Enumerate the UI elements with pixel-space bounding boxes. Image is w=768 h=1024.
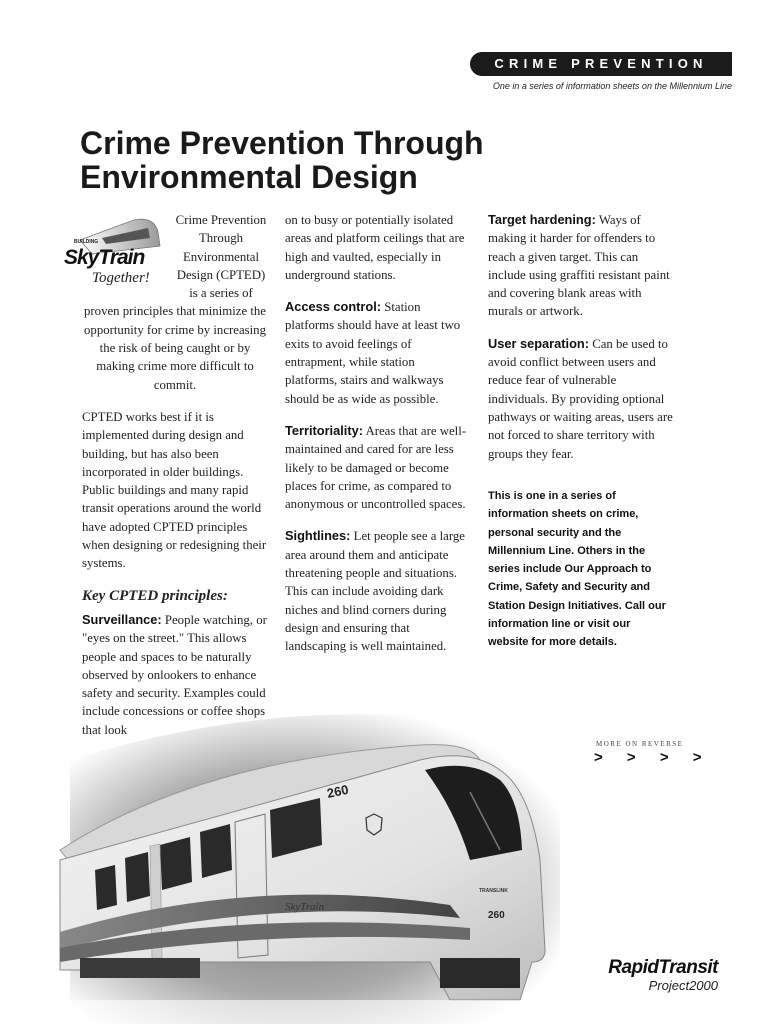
column-1: [82, 211, 268, 753]
user-separation-lead: User separation:: [488, 335, 589, 351]
user-separation-text: Can be used to avoid conflict between users and reduce fear of vulnerable individuals. By providing optional pathways or waiting areas, users are not forced to share territory with groups they fear.: [488, 336, 673, 461]
section-banner: CRIME PREVENTION: [470, 52, 732, 76]
sightlines-lead: Sightlines:: [285, 528, 351, 544]
column-2: [285, 211, 468, 670]
access-lead: Access control:: [285, 299, 382, 315]
surveillance-lead: Surveillance:: [82, 611, 162, 627]
access-paragraph: [285, 298, 468, 408]
rapidtransit-brand: RapidTransit: [608, 957, 718, 978]
more-on-reverse-label: MORE ON REVERSE: [596, 740, 684, 748]
logo-top-text: BUILDING: [74, 239, 99, 245]
cpted-paragraph: CPTED works best if it is implemented during design and building, but has also been incorporated in older buildings. Public buildings and many rapid transit operations around the world have adopted CPTED principles when designing or redesigning their systems.: [82, 409, 267, 571]
target-lead: Target hardening:: [488, 212, 596, 227]
logo-script-text: Together!: [92, 270, 150, 286]
intro-paragraph: Crime Prevention Through Environmental Design (CPTED) is a series of proven principles that minimize the opportunity for crime by increasing the risk of being caught or by making crime more difficult to commit.: [84, 213, 267, 392]
train-number-side: 260: [325, 781, 350, 801]
surveillance-continued: on to busy or potentially isolated areas and platform ceilings that are high and vaulted, especially in underground stations.: [285, 213, 465, 282]
train-number-front: 260: [488, 910, 505, 921]
target-paragraph: [488, 211, 678, 321]
target-text: Ways of making it harder for offenders to reach a given target. This can include using graffiti resistant paint and covering blank areas with murals or artwork.: [488, 213, 670, 319]
project2000-label: Project2000: [648, 978, 718, 993]
title-line-2: Environmental Design: [80, 159, 418, 195]
series-subtitle: One in a series of information sheets on the Millennium Line: [492, 81, 732, 91]
sightlines-text: Let people see a large area around them and anticipate threatening people and situations. This can include avoiding dark niches and blind corners during design and ensuring that landscaping is well maintained.: [285, 529, 465, 654]
series-note: This is one in a series of information sheets on crime, personal security and the Millennium Line. Others in the series include Our Approach to Crime, Safety and Security and Station Design Initiatives. Call our information line or visit our website for more details.: [488, 490, 666, 649]
surveillance-text: People watching, or "eyes on the street." This allows people and spaces to be naturally observed by onlookers to enhance safety and security. Examples could include concessions or coffee shops that look: [82, 612, 267, 737]
access-text: Station platforms should have at least two exits to avoid feelings of entrapment, while station platforms, stairs and walkways should be as wide as possible.: [285, 300, 461, 406]
train-translink-logo: TRANSLINK: [479, 888, 508, 894]
more-arrows-icon: > > > >: [594, 749, 712, 766]
principles-subhead: Key CPTED principles:: [82, 587, 228, 604]
column-3: [488, 211, 678, 477]
logo-main-text: SkyTrain: [64, 246, 145, 269]
territoriality-lead: Territoriality:: [285, 422, 363, 438]
user-separation-paragraph: [488, 335, 678, 463]
title-line-1: Crime Prevention Through: [80, 125, 484, 161]
train-skytrain-logo: SkyTrain: [285, 901, 325, 913]
territoriality-text: Areas that are well-maintained and cared for are less likely to be damaged or become places for crime, as compared to anonymous or uncontrolled spaces.: [285, 423, 467, 512]
territoriality-paragraph: [285, 422, 468, 513]
page-title: [80, 126, 600, 194]
sightlines-paragraph: [285, 527, 468, 655]
